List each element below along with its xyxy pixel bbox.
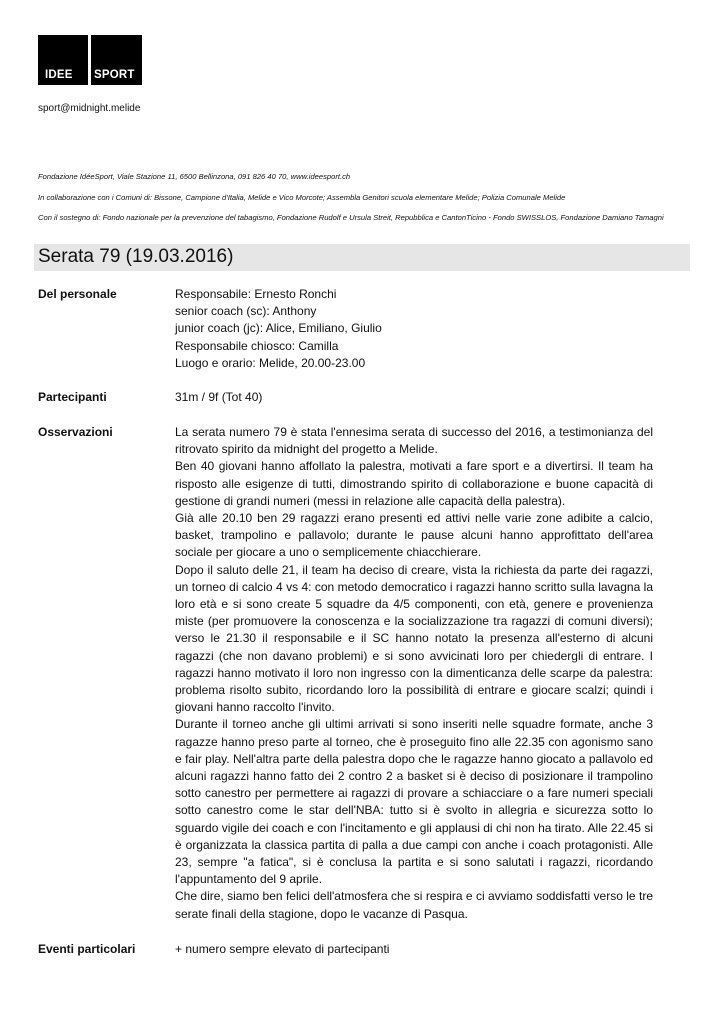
personale-label: Del personale — [38, 287, 117, 301]
osservazioni-paragraph: Che dire, siamo ben felici dell'atmosfera che si respira e ci avviamo soddisfatti verso le tre serate finali della stagione, dopo le vacanze di Pasqua. — [175, 889, 653, 921]
ideesport-logo — [38, 35, 142, 85]
page-title: Serata 79 (19.03.2016) — [38, 246, 234, 267]
partecipanti-value: 31m / 9f (Tot 40) — [175, 390, 263, 404]
footer-support: Con il sostegno di: Fondo nazionale per la prevenzione del tabagismo, Fondazione Rudolf e Ursula Streit, Repubblica e CantonTicino - Fondo SWISSLOS, Fondazione Damiano Tamagni — [38, 213, 664, 222]
partecipanti-label: Partecipanti — [38, 390, 107, 404]
contact-email: sport@midnight.melide — [38, 103, 141, 114]
footer-foundation: Fondazione IdéeSport, Viale Stazione 11, 6500 Bellinzona, 091 826 40 70, www.ideesport.ch — [38, 172, 351, 181]
osservazioni-paragraph: Ben 40 giovani hanno affollato la palestra, motivati a fare sport e a divertirsi. Il team ha risposto alle esigenze di tutti, dimostrando spirito di collaborazione e buone capacità di gestione di grandi numeri (messi in relazione alle capacità della palestra). — [175, 459, 653, 508]
osservazioni-label: Osservazioni — [38, 425, 113, 439]
personale-line: senior coach (sc): Anthony — [175, 304, 317, 319]
osservazioni-paragraph: Durante il torneo anche gli ultimi arrivati si sono inseriti nelle squadre formate, anche 3 ragazze hanno preso parte al torneo, che è proseguito fino alle 22.35 con agonismo sano e fair play. Nell'altra parte della palestra dopo che le ragazze hanno giocato a pallavolo ed alcuni ragazzi hanno fatto dei 2 contro 2 a basket si è deciso di posizionare il trampolino sotto canestro per permettere ai ragazzi di provare a schiacciare o a fare numeri speciali sotto canestro come le star dell'NBA: tutto si è svolto in allegria e sicurezza sotto lo sguardo vigile dei coach e con l'incitamento e gli applausi di chi non ha tirato. Alle 22.45 si è organizzata la classica partita di palla a due campi con anche i coach protagonisti. Alle 23, sempre "a fatica", si è conclusa la partita e si sono salutati i ragazzi, ricordando l'appuntamento del 9 aprile. — [175, 717, 653, 887]
eventi-value: + numero sempre elevato di partecipanti — [175, 942, 390, 956]
logo-text-idee: IDEE — [45, 69, 73, 81]
personale-line: junior coach (jc): Alice, Emiliano, Giulio — [175, 321, 382, 336]
logo-text-sport: SPORT — [94, 69, 135, 81]
footer-collaboration: In collaborazione con i Comuni di: Bissone, Campione d'Italia, Melide e Vico Morcote; Assembla Genitori scuola elementare Melide; Polizia Comunale Melide — [38, 193, 566, 202]
osservazioni-paragraph: Dopo il saluto delle 21, il team ha deciso di creare, vista la richiesta da parte dei ragazzi, un torneo di calcio 4 vs 4: con metodo democratico i ragazzi hanno scritto sulla lavagna la loro età e si sono create 5 squadre da 4/5 componenti, con età, genere e provenienza miste (per promuovere la conoscenza e la socializzazione tra ragazzi di comuni diversi); verso le 21.30 il responsabile e il SC hanno notato la presenza all'esterno di alcuni ragazzi (che non davano problemi) e si sono avvicinati loro per chiedergli di entrare. I ragazzi hanno motivato il loro non ingresso con la dimenticanza delle scarpe da palestra: problema risolto subito, ricordando loro la possibilità di entrare e giocare scalzi; quindi i giovani hanno raccolto l'invito. — [175, 562, 653, 715]
title-bar — [34, 244, 690, 271]
personale-line: Responsabile chiosco: Camilla — [175, 338, 339, 353]
personale-line: Responsabile: Ernesto Ronchi — [175, 287, 337, 301]
personale-lines — [175, 286, 653, 372]
eventi-label: Eventi particolari — [38, 942, 136, 956]
osservazioni-paragraph: Già alle 20.10 ben 29 ragazzi erano presenti ed attivi nelle varie zone adibite a calcio, basket, trampolino e pallavolo; durante le pause alcuni hanno approfittato dell'area sociale per giocare a uno o semplicemente chiacchierare. — [175, 511, 653, 560]
personale-line: Luogo e orario: Melide, 20.00-23.00 — [175, 355, 366, 370]
osservazioni-paragraph: La serata numero 79 è stata l'ennesima serata di successo del 2016, a testimonianza del ritrovato spirito da midnight del progetto a Melide. — [175, 425, 653, 457]
osservazioni-text — [175, 424, 653, 923]
